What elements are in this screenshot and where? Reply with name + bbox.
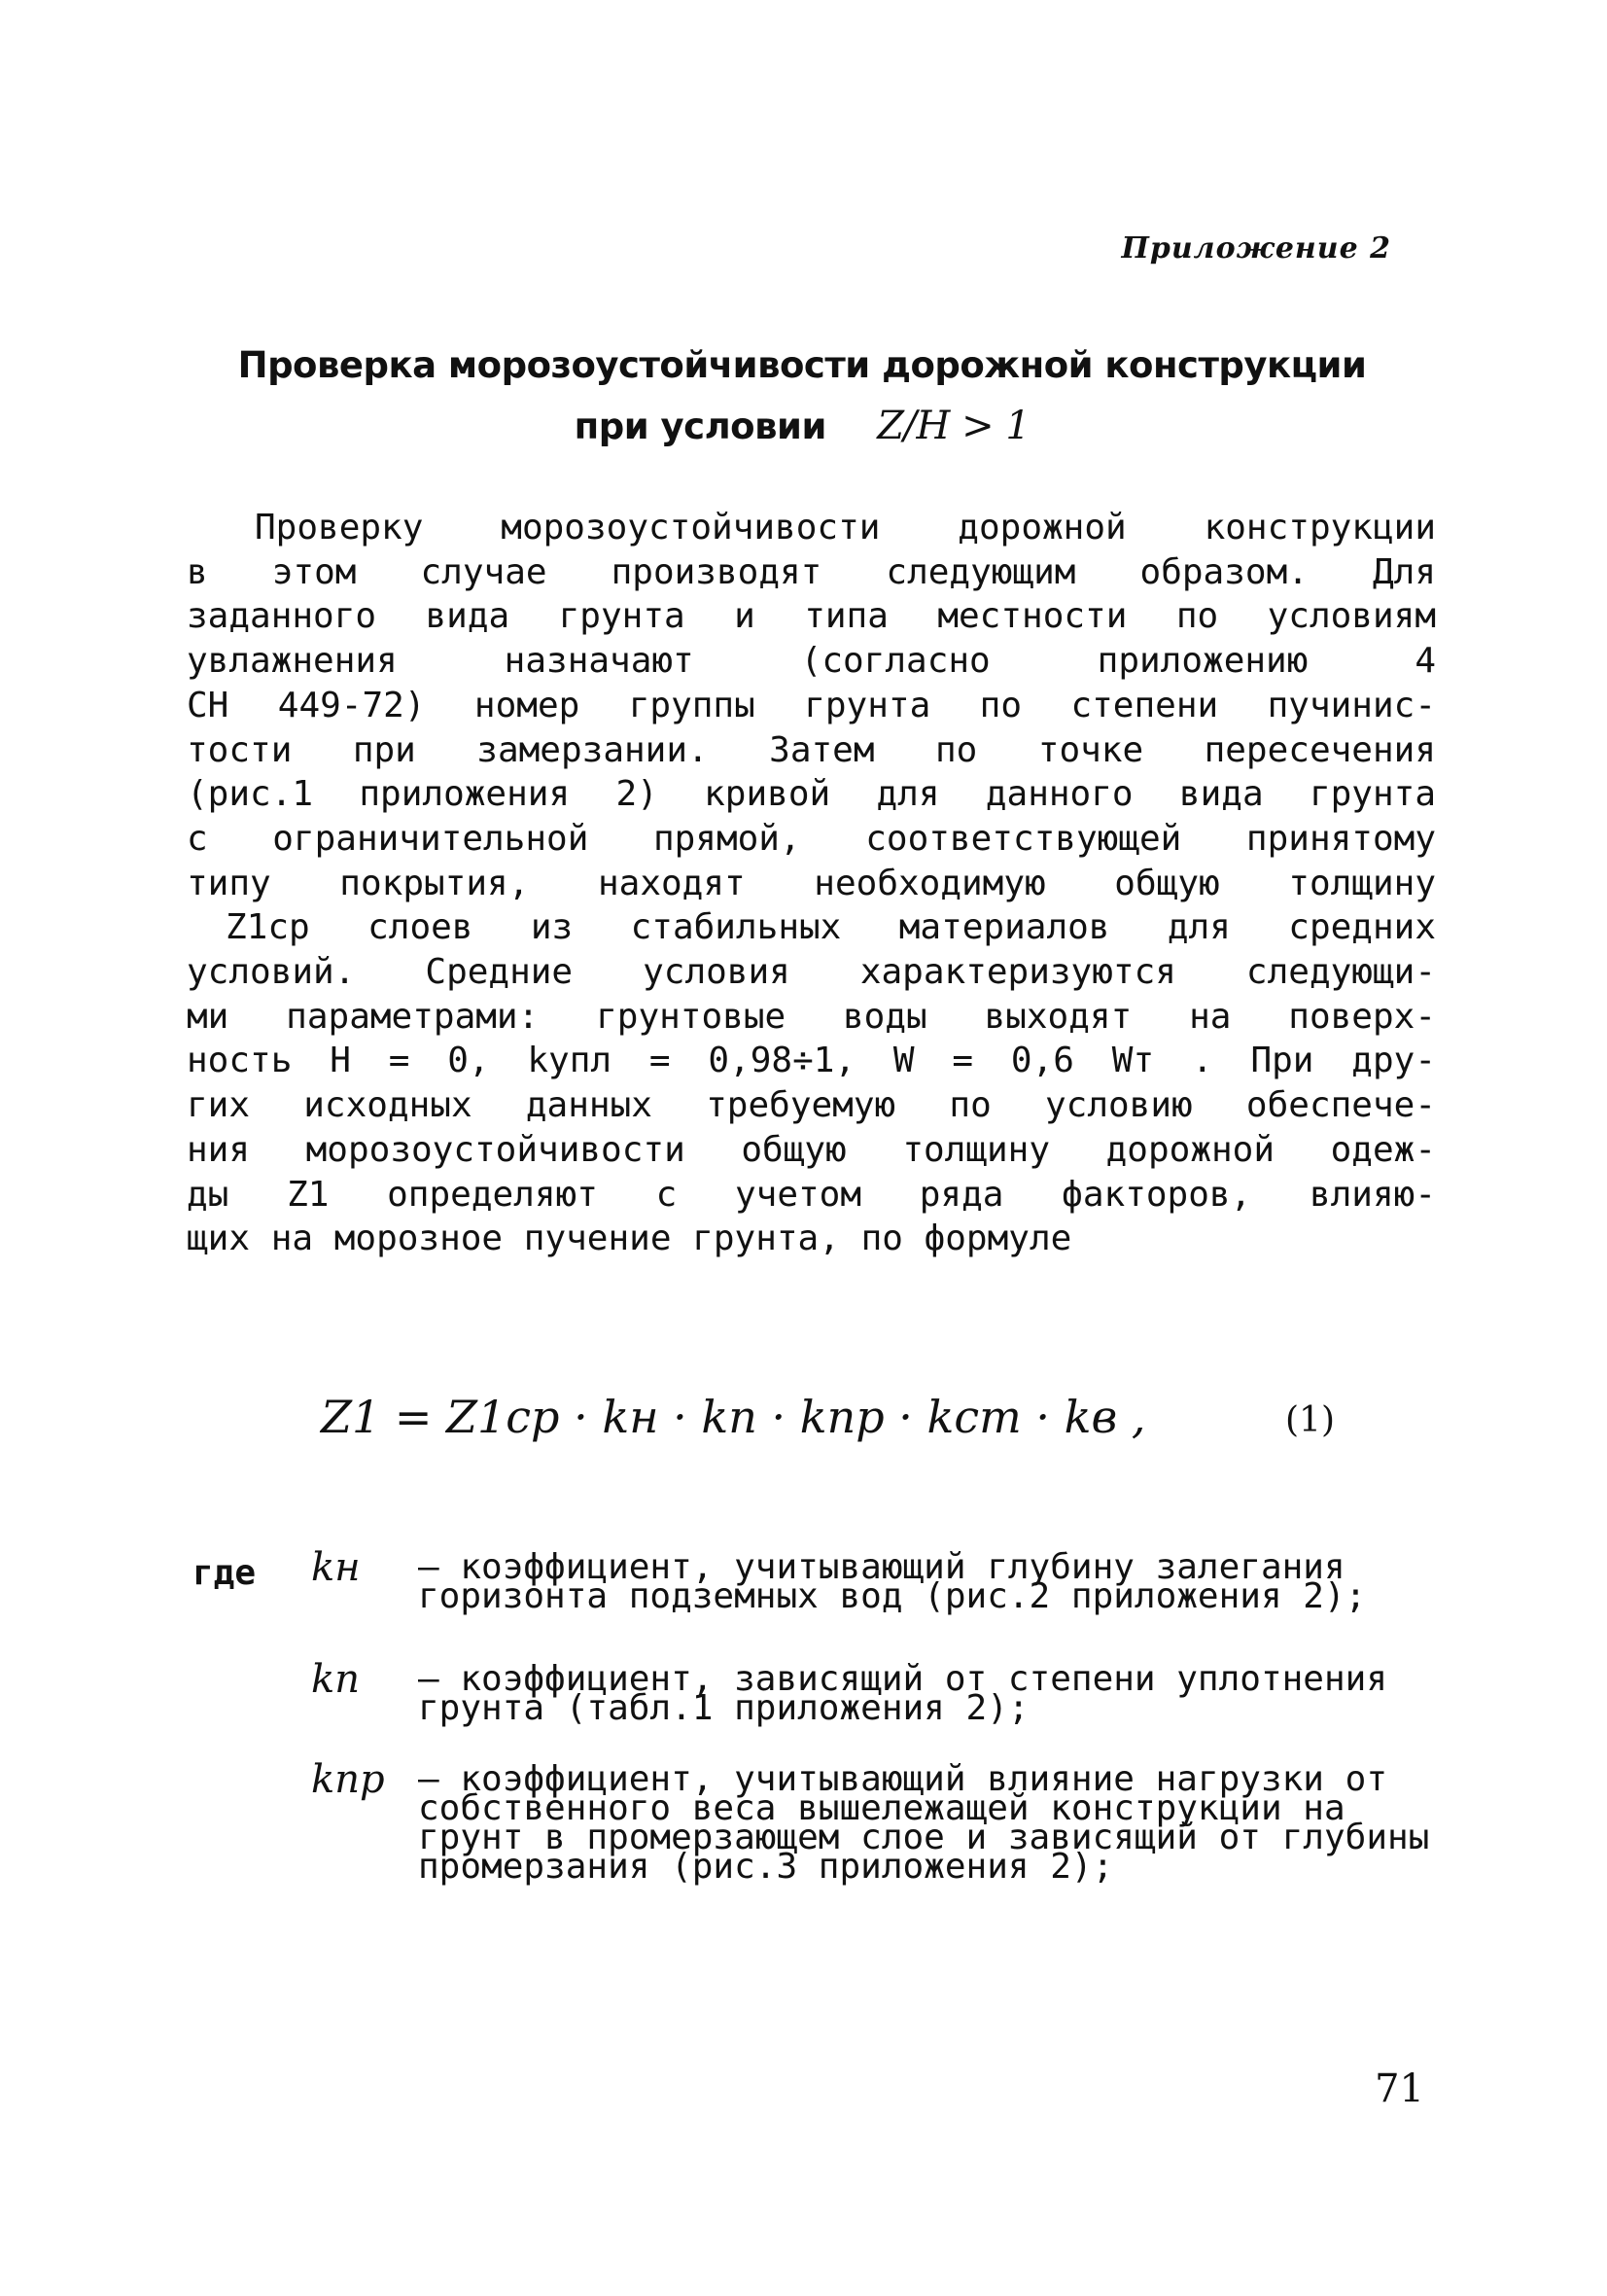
definition-symbol: kпр (311, 1757, 385, 1802)
body-line: ность H = 0, kупл = 0,98÷1, W = 0,6 Wт . При дру- (187, 1041, 1436, 1081)
title-line-2-text: при условии (574, 406, 826, 447)
body-line: в этом случае производят следующим образом. Для (187, 551, 1436, 592)
body-line: ния морозоустойчивости общую толщину дорожной одеж- (187, 1129, 1436, 1170)
body-line: щих на морозное пучение грунта, по формуле (187, 1219, 1072, 1259)
body-line: Z1ср слоев из стабильных материалов для средних (226, 907, 1436, 948)
body-line: условий. Средние условия характеризуются следующи- (187, 952, 1436, 993)
page-number: 71 (1375, 2066, 1424, 2111)
definition-text: – коэффициент, учитывающий глубину залегания горизонта подземных вод (рис.2 приложения 2); (418, 1547, 1367, 1616)
title-line-1: Проверка морозоустойчивости дорожной конструкции (237, 344, 1367, 386)
definition-text: – коэффициент, учитывающий влияние нагрузки от собственного веса вышележащей конструкции на грунт в промерзающем слое и зависящий от глубины промерзания (рис.3 приложения 2); (418, 1759, 1430, 1887)
body-line: заданного вида грунта и типа местности по условиям (187, 596, 1436, 637)
body-line: ми параметрами: грунтовые воды выходят на поверх- (187, 996, 1436, 1037)
body-line: СН 449-72) номер группы грунта по степени пучинис- (187, 685, 1436, 725)
appendix-label: Приложение 2 (1121, 231, 1391, 265)
definition-text: – коэффициент, зависящий от степени уплотнения грунта (табл.1 приложения 2); (418, 1659, 1387, 1728)
body-line: увлажнения назначают (согласно приложению 4 (187, 641, 1436, 682)
title-condition: Z/H > 1 (877, 404, 1031, 448)
formula: Z1 = Z1ср · kн · kп · kпр · kст · kв , (321, 1391, 1146, 1443)
body-line: ды Z1 определяют с учетом ряда факторов, влияю- (187, 1174, 1436, 1215)
page-title (175, 336, 1429, 457)
title-line-2 (175, 396, 1429, 457)
formula-number: (1) (1285, 1400, 1335, 1440)
body-line: гих исходных данных требуемую по условию обеспече- (187, 1085, 1436, 1126)
definition-kpr (311, 1757, 1439, 1887)
body-line: Проверку морозоустойчивости дорожной конструкции (255, 508, 1436, 548)
body-line: (рис.1 приложения 2) кривой для данного вида грунта (187, 774, 1436, 815)
definition-kp (311, 1657, 1439, 1728)
body-line: типу покрытия, находят необходимую общую толщину (187, 863, 1436, 903)
body-line: тости при замерзании. Затем по точке пересечения (187, 729, 1436, 770)
body-line: с ограничительной прямой, соответствующей принятому (187, 818, 1436, 859)
definition-symbol: kп (311, 1657, 360, 1702)
where-label: где (192, 1553, 257, 1593)
definition-kn (311, 1545, 1439, 1616)
definition-symbol: kн (311, 1545, 361, 1590)
body-text (187, 506, 1436, 1261)
